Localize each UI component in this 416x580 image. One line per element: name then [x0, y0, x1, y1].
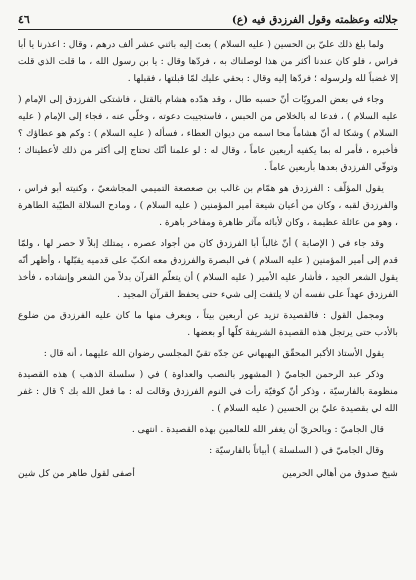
paragraph-5: ومجمل القول : فالقصيدة تزيد عن أربعين بيتاً ، ويعرف منها ما كان عليه الفرزدق من ضلوع بالأدب حتى يرتجل هذه القصيدة الشريفة كلّها أو بعضها .	[18, 310, 398, 338]
verse-first-hemistich: شيخ صدوق من أهالي الحرمين	[282, 468, 398, 479]
paragraph-6: يقول الأستاذ الأكبر المحقّق البهبهاني عن جدّه تقيّ المجلسي رضوان الله عليهما ، أنه قال :	[43, 348, 384, 359]
paragraph-4: وقد جاء في ( الإصابة ) أنّ غالباً أبا الفرزدق كان من أجواد عصره ، يمتلك إبلاً لا حصر لها ، ولمّا قدم إلى أمير المؤمنين ( عليه السلام ) في البصرة والفرزدق معه انكبّ على قدميه يقبّلها ، وأظهر أنّه يقول الشعر الجيد ، فأشار عليه الأمير ( عليه السلام ) أن يتعلّم القرآن بدلاً من الشعر وإنشاده ، فأخذ الفرزدق عهداً على نفسه أن لا يلتفت إلى شيء حتى يحفظ القرآن المجيد .	[18, 238, 398, 300]
paragraph-8: قال الجاميّ : وبالحريّ أن يغفر الله للعالمين بهذه القصيدة . انتهى .	[131, 424, 384, 435]
paragraph-1: ولما بلغ ذلك عليّ بن الحسين ( عليه السلام ) بعث إليه باثني عشر ألف درهم ، وقال : اعذرنا يا أبا فراس ، فلو كان عندنا أكثر من هذا لوصلناك به ، فردّها وقال : يا بن رسول الله ، ما قلت الذي قلت إلا غضباً لله ولرسوله ؛ فردّها إليه وقال : بحقي عليك لمّا قبلتها ، فقبلها .	[18, 39, 398, 84]
page-number: ٤٦	[18, 13, 30, 26]
page-body	[18, 30, 398, 482]
paragraph-7: وذكر عبد الرحمن الجاميّ ( المشهور بالنصب والعداوة ) في ( سلسلة الذهب ) هذه القصيدة منظومة بالفارسيّة ، وذكر أنّ كوفيّة رأت في النوم الفرزدق وقالت له : ما فعل الله بك ؟ قال : غفر الله لي بقصيدة عليّ بن الحسين ( عليه السلام ) .	[18, 369, 398, 414]
chapter-title: جلالته وعظمته وقول الفرزدق فيه (ع)	[231, 14, 398, 26]
running-header	[18, 0, 398, 30]
paragraph-9: وقال الجاميّ في ( السلسلة ) أبياتاً بالفارسيّة :	[209, 445, 384, 456]
paragraph-3: يقول المؤلّف : الفرزدق هو همّام بن غالب بن صعصعة التميمي المجاشعيّ ، وكنيته أبو فراس ، والفرزدق لقبه ، وكان من أعيان شيعة أمير المؤمنين ( عليه السلام ) ، ومادح السلالة الطيّبة الطاهرة ، وهو من عائلة عظيمة ، وكان لأبائه مآثر ظاهرة ومفاخر باهرة .	[18, 183, 398, 228]
verse-line	[18, 463, 398, 482]
paragraph-2: وجاء في بعض المرويّات أنّ حسبه طال ، وقد هدّده هشام بالقتل ، فاشتكى الفرزدق إلى الإمام ( عليه السلام ) ، فدعا له بالخلاص من الحبس ، فاستجيبت دعوته ، وخلّي عنه ، فجاء إلى الإمام ( عليه السلام ) وشكا له أنّ هشاماً محا اسمه من ديوان العطاء ، فسأله ( عليه السلام ) : وكم هو عطاؤك ؟ فأخبره ، فأمر له بما يكفيه أربعين عاماً ، وقال له : لو علمنا أنّك تحتاج إلى أكثر من ذلك لأعطيناك ؛ وتوفّي الفرزدق بعدها بأربعين عاماً .	[18, 94, 398, 173]
verse-second-hemistich: أصفى لقول طاهر من كل شين	[18, 468, 135, 479]
